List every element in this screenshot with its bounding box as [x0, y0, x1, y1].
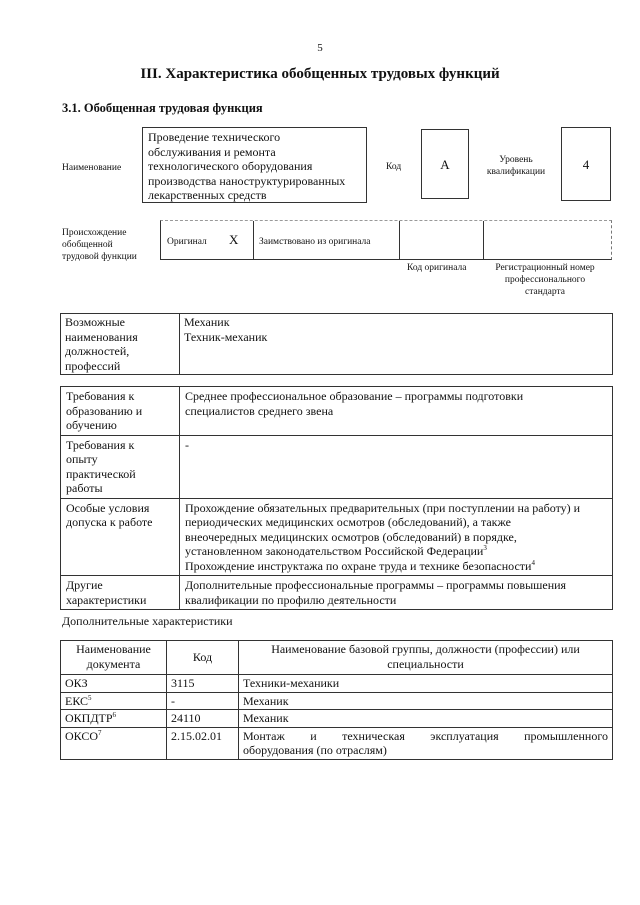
positions-label-line: Возможные — [65, 315, 125, 329]
subsection-title: 3.1. Обобщенная трудовая функция — [62, 101, 263, 115]
experience-value — [180, 435, 613, 498]
name-cell: Механик — [239, 710, 613, 728]
positions-values — [180, 314, 613, 375]
table-row — [61, 727, 613, 759]
code-cell: 24110 — [167, 710, 239, 728]
borrowed-label: Заимствовано из оригинала — [259, 237, 371, 247]
doc-text: ОКЗ — [65, 676, 88, 690]
doc-text: ОКСО — [65, 728, 99, 743]
value-line: специалистов среднего звена — [185, 403, 334, 418]
doc-cell — [61, 675, 167, 693]
name-line: оборудования (по отраслям) — [243, 743, 387, 757]
positions-label-line: наименования — [65, 329, 138, 344]
other-value — [180, 576, 613, 610]
divider — [399, 221, 400, 259]
positions-label-line: должностей, — [65, 344, 130, 358]
function-name-line: обслуживания и ремонта — [148, 144, 276, 159]
code-value: A — [440, 157, 450, 172]
origin-label-line: трудовой функции — [62, 252, 137, 262]
word: промышленного — [524, 728, 608, 743]
doc-text: ОКПДТР — [65, 711, 113, 725]
origin-label-line: обобщенной — [62, 240, 113, 250]
label-line: практической — [66, 466, 136, 481]
special-label — [61, 498, 180, 576]
code-cell: 2.15.02.01 — [167, 727, 239, 759]
word: эксплуатация — [430, 728, 499, 743]
value-line: Прохождение обязательных предварительных (при поступлении на работу) и — [185, 500, 581, 515]
special-value — [180, 498, 613, 576]
value-line: внеочередных медицинских осмотров (обследований) в порядке, — [185, 529, 517, 544]
label-line: характеристики — [66, 592, 147, 607]
header-line: Наименование — [76, 642, 151, 656]
label-line: Другие — [66, 578, 103, 592]
positions-label — [61, 314, 180, 375]
value-line — [185, 559, 607, 574]
name-cell — [239, 727, 613, 759]
footnote-mark: 3 — [483, 544, 487, 552]
code-cell: - — [167, 692, 239, 710]
table-row — [61, 675, 613, 693]
additional-title: Дополнительные характеристики — [62, 614, 233, 628]
function-name-line: лекарственных средств — [148, 188, 267, 202]
reg-caption-line: Регистрационный номер — [495, 263, 595, 273]
code-original-caption: Код оригинала — [407, 263, 467, 273]
table-row — [61, 710, 613, 728]
value-line: - — [185, 437, 189, 452]
education-value — [180, 387, 613, 436]
position-item: Механик — [184, 315, 230, 329]
label-line: Требования к — [66, 437, 135, 452]
footnote-mark: 7 — [98, 728, 102, 737]
header-line: документа — [86, 656, 141, 671]
origin-label — [62, 227, 137, 263]
doc-cell — [61, 727, 167, 759]
name-label: Наименование — [62, 163, 122, 173]
level-value-box — [561, 127, 611, 201]
header-line: специальности — [387, 656, 464, 671]
other-label — [61, 576, 180, 610]
origin-table — [160, 220, 612, 260]
level-label — [478, 154, 554, 178]
value-line — [185, 544, 607, 559]
header-line: Наименование базовой группы, должности (профессии) или — [271, 642, 580, 656]
original-mark: X — [229, 232, 239, 247]
label-line: допуска к работе — [66, 515, 153, 529]
word: техническая — [342, 728, 405, 743]
reg-caption-line: профессионального — [504, 275, 586, 285]
code-value-box — [421, 129, 469, 199]
function-name-line: производства наноструктурированных — [148, 173, 346, 188]
footnote-mark: 4 — [531, 558, 535, 567]
original-label: Оригинал — [167, 237, 207, 247]
position-item: Техник-механик — [184, 329, 268, 344]
code-label: Код — [386, 162, 402, 172]
value-text: установленном законодательством Российской Федерации — [185, 544, 484, 558]
doc-cell — [61, 692, 167, 710]
label-line: опыту — [66, 452, 98, 466]
reg-caption-line: стандарта — [525, 287, 565, 297]
footnote-mark: 6 — [112, 711, 117, 719]
divider — [483, 221, 484, 259]
level-value: 4 — [582, 157, 590, 172]
positions-table — [60, 313, 613, 375]
label-line: обучению — [66, 418, 117, 432]
value-line: Дополнительные профессиональные программы – программы повышения — [185, 578, 567, 592]
divider — [253, 221, 254, 259]
additional-table — [60, 640, 613, 760]
justified-line — [243, 729, 608, 744]
footnote-mark: 5 — [88, 693, 92, 702]
value-line: периодических медицинских осмотров (обследований), а также — [185, 515, 511, 529]
label-line: Требования к — [66, 389, 135, 403]
page-number: 5 — [317, 42, 323, 54]
name-cell: Механик — [239, 692, 613, 710]
name-cell: Техники-механики — [239, 675, 613, 693]
section-title: III. Характеристика обобщенных трудовых функций — [140, 66, 500, 82]
value-line: Среднее профессиональное образование – программы подготовки — [185, 389, 524, 403]
label-line: работы — [66, 481, 103, 495]
code-cell: 3115 — [167, 675, 239, 693]
label-line: Особые условия — [66, 500, 150, 515]
requirements-table — [60, 386, 613, 610]
table-row — [61, 692, 613, 710]
value-text: Прохождение инструктажа по охране труда и технике безопасности — [185, 558, 532, 573]
level-label-line: квалификации — [486, 167, 546, 177]
word: Монтаж — [243, 728, 285, 743]
origin-label-line: Происхождение — [62, 228, 127, 238]
value-line: квалификации по профилю деятельности — [185, 592, 397, 607]
label-line: образованию и — [66, 403, 143, 418]
education-label — [61, 387, 180, 436]
word: и — [310, 728, 317, 743]
doc-text: ЕКС — [65, 693, 89, 708]
level-label-line: Уровень — [499, 155, 533, 165]
function-name-box — [142, 127, 367, 203]
header-doc — [61, 641, 167, 675]
function-name-line: Проведение технического — [148, 130, 281, 144]
doc-cell — [61, 710, 167, 728]
header-name — [239, 641, 613, 675]
experience-label — [61, 435, 180, 498]
reg-number-caption — [486, 262, 604, 298]
positions-label-line: профессий — [65, 358, 121, 373]
function-name-line: технологического оборудования — [148, 159, 313, 173]
header-code: Код — [167, 641, 239, 675]
